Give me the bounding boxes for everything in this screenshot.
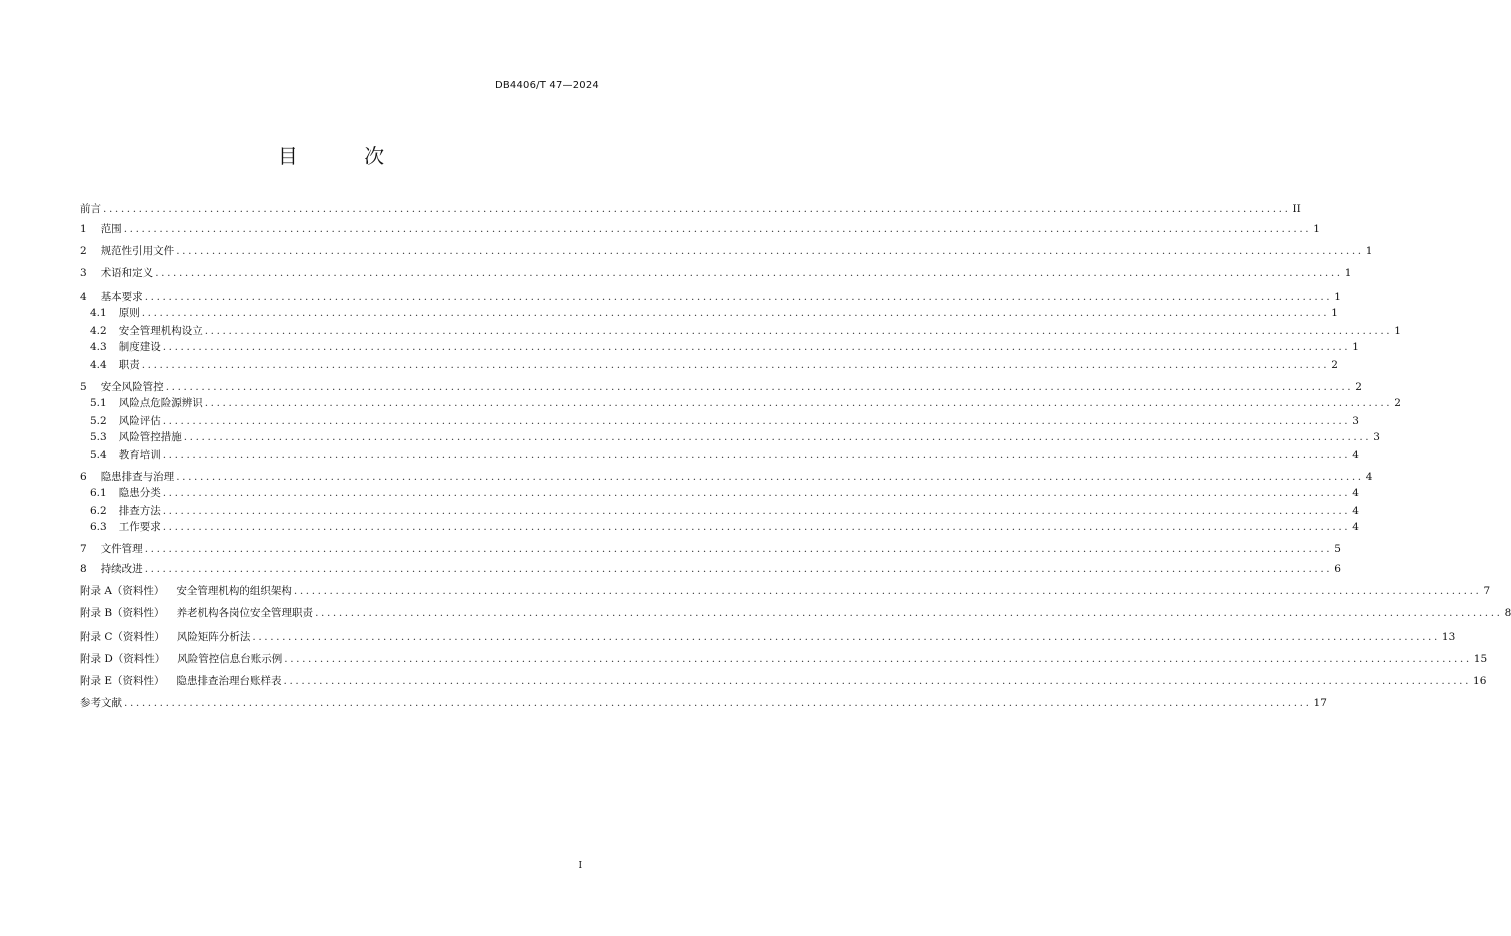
toc-entry-page: 17 xyxy=(1313,697,1327,709)
toc-entry-page: 8 xyxy=(1504,607,1511,619)
toc-leader-dots: ........................................................................................................................................................................................................ xyxy=(252,631,1440,643)
toc-entry-number: 4.4 xyxy=(90,359,107,371)
toc-entry-page: 1 xyxy=(1331,307,1338,319)
toc-entry-page: 1 xyxy=(1352,341,1359,353)
toc-entry-number: 附录 C（资料性） xyxy=(80,631,165,643)
toc-entry-number: 5 xyxy=(80,381,87,393)
toc-leader-dots: ........................................................................................................................................................................................................ xyxy=(144,291,1333,303)
toc-entry[interactable] xyxy=(80,630,1456,644)
toc-entry-number: 附录 A（资料性） xyxy=(80,585,165,597)
toc-leader-dots: ........................................................................................................................................................................................................ xyxy=(315,607,1503,619)
toc-entry[interactable] xyxy=(90,306,1338,320)
toc-entry-label: 隐患分类 xyxy=(118,487,161,499)
toc-entry-number: 附录 D（资料性） xyxy=(80,653,166,665)
toc-entry-number: 3 xyxy=(80,267,87,279)
toc-entry-label: 文件管理 xyxy=(100,543,143,555)
toc-leader-dots: ........................................................................................................................................................................................................ xyxy=(204,325,1393,337)
toc-leader-dots: ........................................................................................................................................................................................................ xyxy=(283,675,1472,687)
toc-leader-dots: ........................................................................................................................................................................................................ xyxy=(176,245,1364,257)
footer-page-number: I xyxy=(578,861,582,871)
toc-entry-number: 附录 E（资料性） xyxy=(80,675,165,687)
toc-entry-label: 风险矩阵分析法 xyxy=(176,631,251,643)
toc-entry-label: 术语和定义 xyxy=(100,267,154,279)
toc-entry-page: 4 xyxy=(1352,505,1359,517)
toc-entry[interactable] xyxy=(80,606,1511,620)
toc-entry-label: 原则 xyxy=(118,307,140,319)
toc-entry-label: 持续改进 xyxy=(100,563,143,575)
toc-entry-number: 7 xyxy=(80,543,87,555)
toc-entry-label: 参考文献 xyxy=(80,697,122,709)
toc-entry[interactable] xyxy=(80,674,1487,688)
toc-entry-page: 15 xyxy=(1473,653,1488,665)
toc-entry[interactable] xyxy=(80,266,1352,280)
document-code: DB4406/T 47—2024 xyxy=(494,80,599,91)
toc-entry-number: 6.2 xyxy=(90,505,107,517)
toc-entry[interactable] xyxy=(90,324,1401,338)
toc-entry[interactable] xyxy=(80,652,1488,666)
toc-entry[interactable] xyxy=(80,202,1301,216)
toc-entry[interactable] xyxy=(80,584,1491,598)
toc-entry-number: 6 xyxy=(80,471,87,483)
toc-entry-label: 安全风险管控 xyxy=(100,381,164,393)
toc-entry-page: 7 xyxy=(1483,585,1491,597)
toc-entry-label: 养老机构各岗位安全管理职责 xyxy=(176,607,314,619)
toc-leader-dots: ........................................................................................................................................................................................................ xyxy=(165,381,1354,393)
toc-entry-label: 范围 xyxy=(100,223,122,235)
toc-leader-dots: ........................................................................................................................................................................................................ xyxy=(103,203,1291,215)
toc-entry-page: 1 xyxy=(1344,267,1352,279)
toc-entry[interactable] xyxy=(80,290,1341,304)
toc-entry-label: 安全管理机构的组织架构 xyxy=(176,585,292,597)
toc-entry-page: 6 xyxy=(1334,563,1341,575)
toc-entry-page: 2 xyxy=(1331,359,1338,371)
toc-entry-number: 4.2 xyxy=(90,325,107,337)
toc-entry-page: 4 xyxy=(1352,449,1359,461)
toc-entry-label: 基本要求 xyxy=(100,291,143,303)
toc-entry-label: 安全管理机构设立 xyxy=(118,325,203,337)
toc-entry-number: 4.3 xyxy=(90,341,107,353)
toc-entry-page: 1 xyxy=(1334,291,1341,303)
toc-leader-dots: ........................................................................................................................................................................................................ xyxy=(183,431,1372,443)
toc-entry-label: 隐患排查与治理 xyxy=(100,471,175,483)
toc-entry-page: 4 xyxy=(1352,521,1359,533)
toc-entry-number: 附录 B（资料性） xyxy=(80,607,165,619)
page-title: 目 次 xyxy=(277,144,415,168)
toc-entry-number: 2 xyxy=(80,245,87,257)
toc-entry-number: 5.2 xyxy=(90,415,107,427)
toc-leader-dots: ........................................................................................................................................................................................................ xyxy=(293,585,1482,597)
toc-leader-dots: ........................................................................................................................................................................................................ xyxy=(162,341,1351,353)
toc-entry-number: 5.3 xyxy=(90,431,107,443)
toc-entry-label: 隐患排查治理台账样表 xyxy=(176,675,282,687)
toc-entry-label: 风险点危险源辨识 xyxy=(118,397,203,409)
toc-entry-page: II xyxy=(1292,203,1301,215)
toc-entry-label: 教育培训 xyxy=(118,449,161,461)
toc-leader-dots: ........................................................................................................................................................................................................ xyxy=(204,397,1393,409)
toc-leader-dots: ........................................................................................................................................................................................................ xyxy=(124,697,1312,709)
toc-entry-page: 1 xyxy=(1313,223,1320,235)
toc-leader-dots: ........................................................................................................................................................................................................ xyxy=(144,543,1333,555)
toc-entry-label: 排查方法 xyxy=(118,505,161,517)
toc-entry-label: 风险管控措施 xyxy=(118,431,182,443)
toc-entry[interactable] xyxy=(90,486,1359,500)
toc-entry-label: 规范性引用文件 xyxy=(100,245,175,257)
toc-entry-label: 工作要求 xyxy=(118,521,161,533)
toc-entry-label: 职责 xyxy=(118,359,140,371)
toc-entry-number: 4.1 xyxy=(90,307,107,319)
toc-entry-number: 5.1 xyxy=(90,397,107,409)
toc-leader-dots: ........................................................................................................................................................................................................ xyxy=(141,307,1330,319)
toc-entry[interactable] xyxy=(80,244,1373,258)
toc-entry[interactable] xyxy=(90,504,1359,518)
toc-entry-page: 13 xyxy=(1441,631,1456,643)
toc-leader-dots: ........................................................................................................................................................................................................ xyxy=(162,487,1351,499)
toc-entry[interactable] xyxy=(90,430,1380,444)
toc-entry-page: 1 xyxy=(1394,325,1401,337)
toc-leader-dots: ........................................................................................................................................................................................................ xyxy=(162,505,1351,517)
toc-entry[interactable] xyxy=(90,396,1401,410)
toc-entry-page: 2 xyxy=(1394,397,1401,409)
toc-entry-page: 4 xyxy=(1352,487,1359,499)
toc-entry-number: 8 xyxy=(80,563,87,575)
toc-entry-page: 2 xyxy=(1355,381,1362,393)
toc-entry[interactable] xyxy=(90,414,1359,428)
toc-entry-number: 1 xyxy=(80,223,87,235)
toc-entry-number: 5.4 xyxy=(90,449,107,461)
toc-entry-number: 4 xyxy=(80,291,87,303)
toc-entry[interactable] xyxy=(90,520,1359,534)
toc-entry-page: 1 xyxy=(1365,245,1373,257)
toc-entry-page: 5 xyxy=(1334,543,1341,555)
toc-leader-dots: ........................................................................................................................................................................................................ xyxy=(123,223,1312,235)
toc-leader-dots: ........................................................................................................................................................................................................ xyxy=(155,267,1343,279)
toc-entry[interactable] xyxy=(90,340,1359,354)
toc-entry[interactable] xyxy=(80,562,1341,576)
toc-leader-dots: ........................................................................................................................................................................................................ xyxy=(176,471,1364,483)
toc-leader-dots: ........................................................................................................................................................................................................ xyxy=(162,415,1351,427)
toc-entry[interactable] xyxy=(90,358,1338,372)
toc-entry-label: 风险评估 xyxy=(118,415,161,427)
toc-leader-dots: ........................................................................................................................................................................................................ xyxy=(162,521,1351,533)
toc-entry[interactable] xyxy=(90,448,1359,462)
toc-entry[interactable] xyxy=(80,696,1327,710)
toc-leader-dots: ........................................................................................................................................................................................................ xyxy=(141,359,1330,371)
toc-entry-page: 3 xyxy=(1352,415,1359,427)
toc-entry-label: 风险管控信息台账示例 xyxy=(177,653,283,665)
toc-entry[interactable] xyxy=(80,222,1320,236)
toc-entry-page: 3 xyxy=(1373,431,1380,443)
toc-entry-number: 6.3 xyxy=(90,521,107,533)
toc-leader-dots: ........................................................................................................................................................................................................ xyxy=(162,449,1351,461)
toc-entry[interactable] xyxy=(80,542,1341,556)
toc-entry[interactable] xyxy=(80,470,1373,484)
toc-entry-label: 前言 xyxy=(80,203,101,215)
toc-leader-dots: ........................................................................................................................................................................................................ xyxy=(284,653,1472,665)
toc-entry[interactable] xyxy=(80,380,1362,394)
toc-entry-number: 6.1 xyxy=(90,487,107,499)
toc-entry-page: 16 xyxy=(1473,675,1487,687)
toc-leader-dots: ........................................................................................................................................................................................................ xyxy=(144,563,1333,575)
toc-entry-page: 4 xyxy=(1365,471,1373,483)
toc-entry-label: 制度建设 xyxy=(118,341,161,353)
